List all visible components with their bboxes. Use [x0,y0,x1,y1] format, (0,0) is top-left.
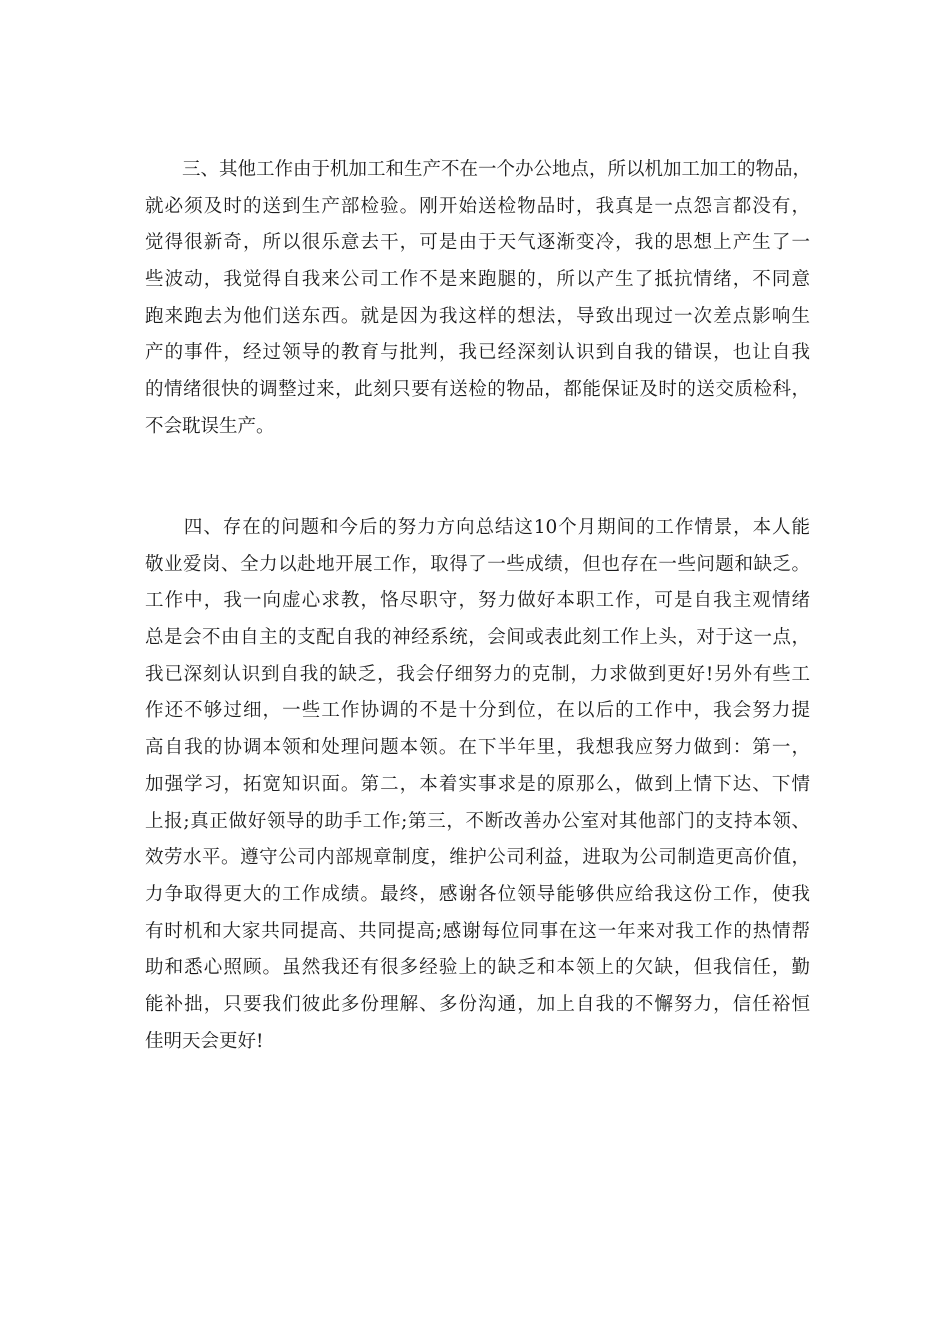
paragraph-line: 三、其他工作由于机加工和生产不在一个办公地点，所以机加工加工的物品， [145,159,812,180]
paragraph-line: 有时机和大家共同提高、共同提高;感谢每位同事在这一年来对我工作的热情帮 [145,920,810,942]
paragraph-line: 就必须及时的送到生产部检验。刚开始送检物品时，我真是一点怨言都没有， [145,195,810,217]
paragraph-line: 敬业爱岗、全力以赴地开展工作，取得了一些成绩，但也存在一些问题和缺乏。 [145,553,810,575]
paragraph-line: 效劳水平。遵守公司内部规章制度，维护公司利益，进取为公司制造更高价值， [145,847,810,869]
paragraph-other-work [145,152,810,446]
paragraph-line: 些波动，我觉得自我来公司工作不是来跑腿的，所以产生了抵抗情绪，不同意 [145,269,810,291]
paragraph-line: 我已深刻认识到自我的缺乏，我会仔细努力的克制，力求做到更好!另外有些工 [145,663,810,685]
paragraph-line: 总是会不由自主的支配自我的神经系统，会间或表此刻工作上头，对于这一点， [145,627,810,649]
paragraph-line: 上报;真正做好领导的助手工作;第三，不断改善办公室对其他部门的支持本领、 [145,810,810,832]
paragraph-line: 高自我的协调本领和处理问题本领。在下半年里，我想我应努力做到：第一， [145,737,810,759]
paragraph-line: 的情绪很快的调整过来，此刻只要有送检的物品，都能保证及时的送交质检科， [145,379,810,401]
paragraph-line: 能补拙，只要我们彼此多份理解、多份沟通，加上自我的不懈努力，信任裕恒 [145,993,810,1015]
paragraph-line: 工作中，我一向虚心求教，恪尽职守，努力做好本职工作，可是自我主观情绪 [145,590,810,612]
paragraph-line: 不会耽误生产。 [145,415,275,437]
paragraph-line: 佳明天会更好! [145,1030,264,1052]
paragraph-line: 力争取得更大的工作成绩。最终，感谢各位领导能够供应给我这份工作，使我 [145,883,810,905]
paragraph-line: 跑来跑去为他们送东西。就是因为我这样的想法，导致出现过一次差点影响生 [145,305,810,327]
paragraph-problems-and-direction [145,510,810,1060]
paragraph-line: 作还不够过细，一些工作协调的不是十分到位，在以后的工作中，我会努力提 [145,700,810,722]
paragraph-line: 产的事件，经过领导的教育与批判，我已经深刻认识到自我的错误，也让自我 [145,342,810,364]
paragraph-line: 觉得很新奇，所以很乐意去干，可是由于天气逐渐变冷，我的思想上产生了一 [145,232,810,254]
paragraph-line: 加强学习，拓宽知识面。第二，本着实事求是的原那么，做到上情下达、下情 [145,773,810,795]
paragraph-line: 四、存在的问题和今后的努力方向总结这10个月期间的工作情景，本人能 [145,517,810,538]
paragraph-line: 助和悉心照顾。虽然我还有很多经验上的缺乏和本领上的欠缺，但我信任，勤 [145,957,810,979]
